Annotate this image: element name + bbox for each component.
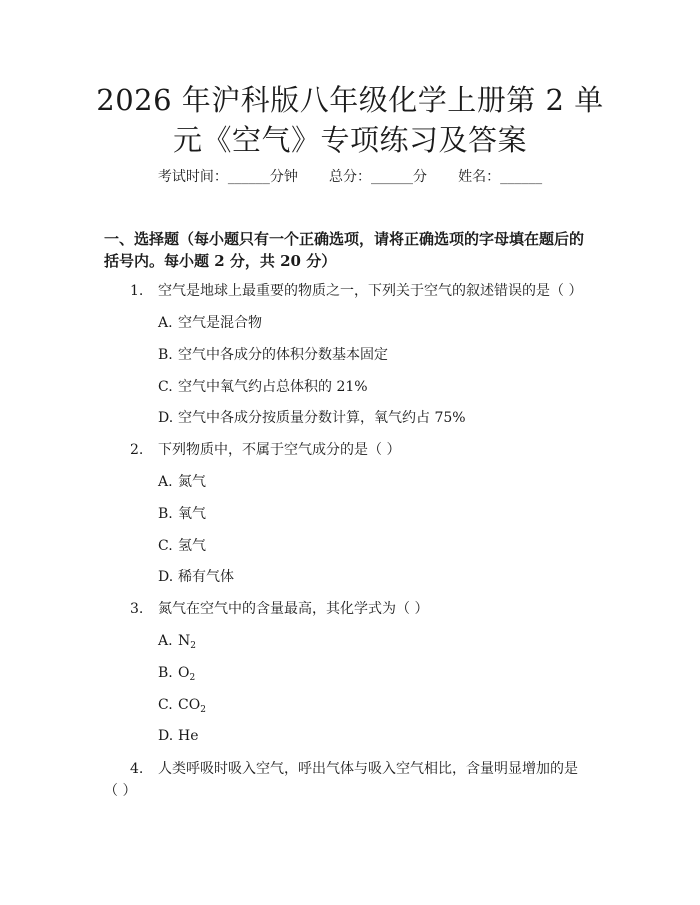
option-text: 空气中各成分的体积分数基本固定 <box>178 347 388 363</box>
answer-option <box>158 407 466 429</box>
answer-option <box>158 344 388 366</box>
option-subscript: 2 <box>190 641 196 651</box>
option-text: CO <box>178 697 201 713</box>
option-text: 空气中各成分按质量分数计算，氧气约占 75% <box>178 410 466 426</box>
option-text: 氢气 <box>178 538 206 554</box>
option-text: 空气中氧气约占总体积的 21% <box>178 379 368 395</box>
answer-option <box>158 535 206 557</box>
option-text: He <box>178 728 199 744</box>
section-heading-multiple-choice: 一、选择题（每小题只有一个正确选项，请将正确选项的字母填在题后的括号内。每小题 2 分，共 20 分） <box>104 230 585 270</box>
option-letter: C. <box>158 697 173 713</box>
option-letter: B. <box>158 506 173 522</box>
exam-info-line: 考试时间：______分钟 总分：______分 姓名：______ <box>157 169 543 185</box>
answer-option <box>158 694 206 716</box>
option-text: 空气是混合物 <box>178 315 262 331</box>
option-text: 氧气 <box>178 506 206 522</box>
answer-option <box>158 503 206 525</box>
question-number: 3. <box>130 601 144 617</box>
option-letter: A. <box>158 633 173 649</box>
question-stem: 下列物质中，不属于空气成分的是（ ） <box>158 442 401 458</box>
option-letter: A. <box>158 474 173 490</box>
option-subscript: 2 <box>189 673 196 683</box>
option-text: N <box>178 633 191 649</box>
option-letter: B. <box>158 347 173 363</box>
answer-option <box>158 662 195 684</box>
answer-option <box>158 630 196 652</box>
option-letter: C. <box>158 538 173 554</box>
option-text: O <box>178 665 190 681</box>
answer-option <box>158 312 262 334</box>
question-stem: 人类呼吸时吸入空气，呼出气体与吸入空气相比，含量明显增加的是（ ） <box>104 761 578 799</box>
option-letter: D. <box>158 728 174 744</box>
document-title: 2026 年沪科版八年级化学上册第 2 单元《空气》专项练习及答案 <box>96 83 604 157</box>
answer-option <box>158 376 368 398</box>
question-number: 2. <box>130 442 144 458</box>
option-letter: D. <box>158 569 174 585</box>
question-number: 1. <box>130 283 144 299</box>
option-text: 氮气 <box>178 474 206 490</box>
question-number: 4. <box>130 761 144 777</box>
option-letter: D. <box>158 410 174 426</box>
question-stem: 空气是地球上最重要的物质之一，下列关于空气的叙述错误的是（ ） <box>158 283 583 299</box>
option-text: 稀有气体 <box>178 569 234 585</box>
answer-option <box>158 725 199 747</box>
option-letter: C. <box>158 379 173 395</box>
option-letter: A. <box>158 315 173 331</box>
option-subscript: 2 <box>200 705 206 715</box>
answer-option <box>158 471 206 493</box>
question-stem: 氮气在空气中的含量最高，其化学式为（ ） <box>158 601 429 617</box>
option-letter: B. <box>158 665 173 681</box>
answer-option <box>158 566 234 588</box>
